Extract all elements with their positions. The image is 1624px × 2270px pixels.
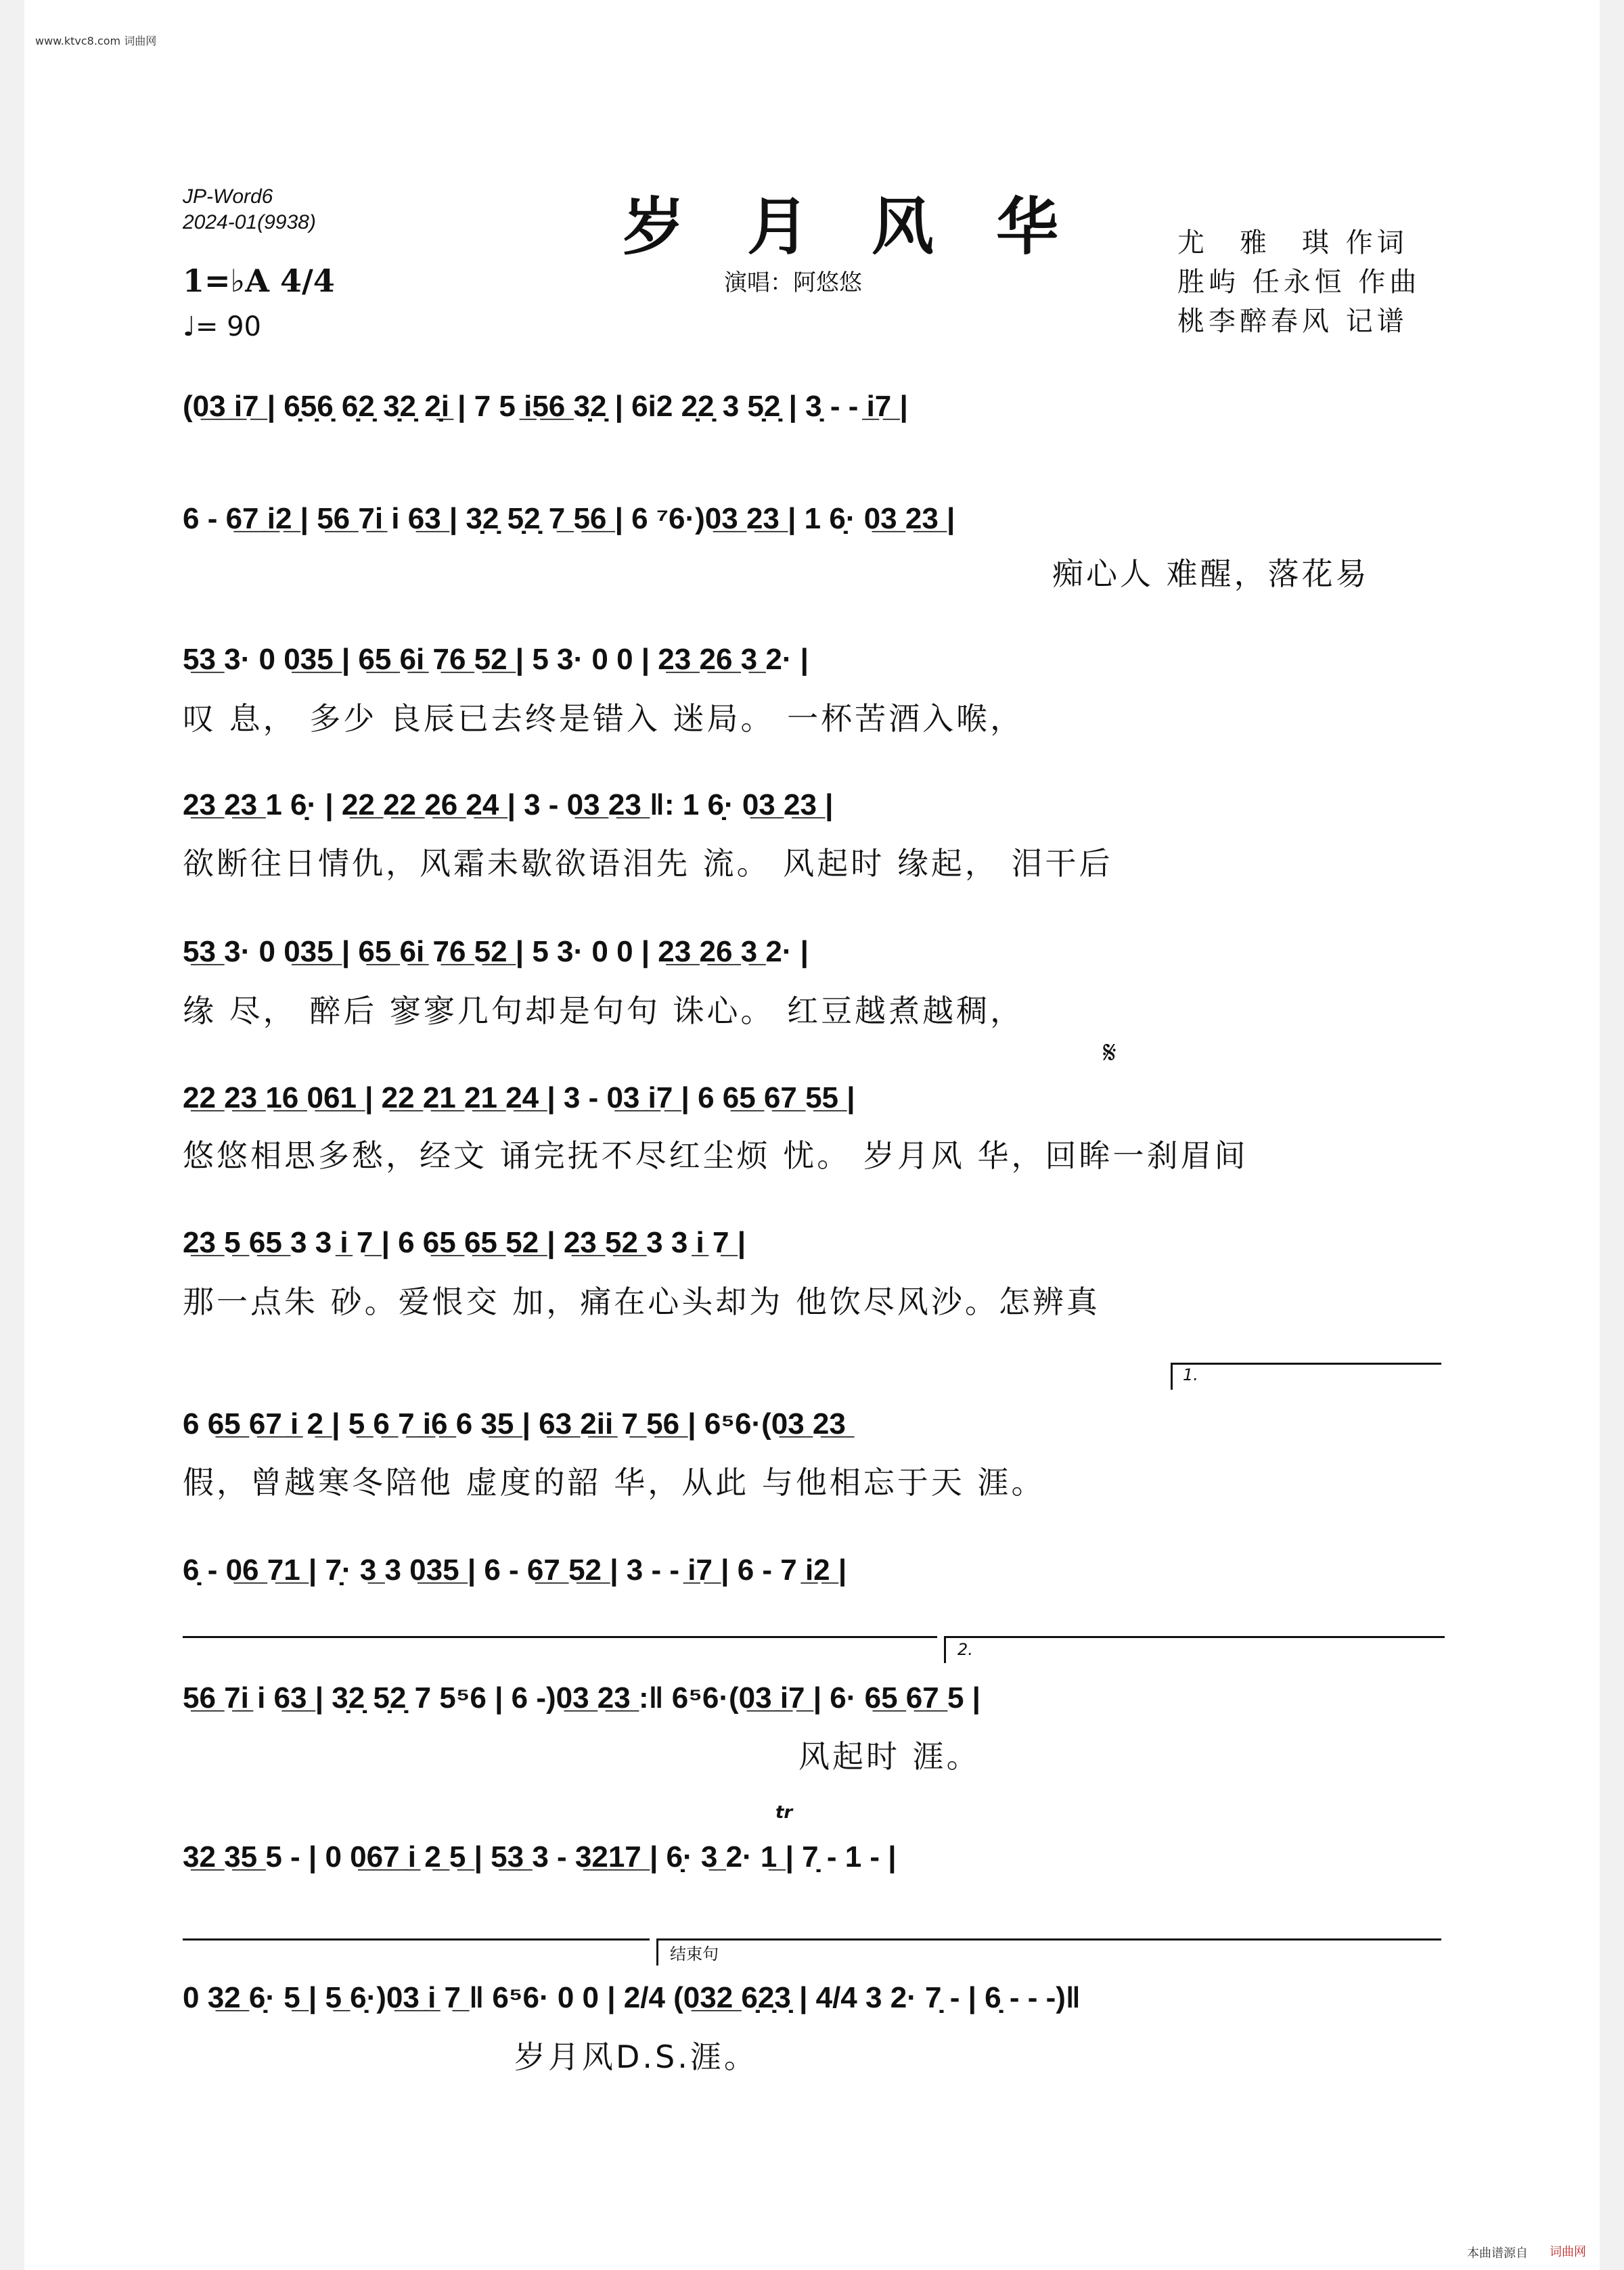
score-line-8: 6 6̲5̲ 6̲7̲ i̲ 2̲ | 5̲ 6̲ 7̲ i̲6̲ 6 3̲5̲ | 6̲3̲ 2̲i̲i̲ 7̲ 5̲6̲ | 6⁵6·(0̲3̲ 2̲3̲: [183, 1407, 846, 1440]
singer: 演唱：阿悠悠: [724, 269, 862, 296]
coda-start: [656, 1938, 658, 1966]
volta-1-label: 1.: [1183, 1365, 1198, 1384]
right-border: [1600, 0, 1624, 2270]
footer-source: 本曲谱源自: [1467, 2246, 1528, 2261]
left-border: [0, 0, 24, 2270]
score-line-11: 3̲2̲ 3̲5̲ 5 - | 0 0̲6̲7̲ i̲ 2̲ 5̲ | 5̲3̲ 3 - 3̲2̲1̲7̲ | 6̣· 3̲ 2· 1̲ | 7̣ - 1 - |: [183, 1840, 897, 1874]
repeat-line: [183, 1938, 650, 1940]
volta-1-line: [1171, 1363, 1441, 1365]
volta-1-continuation: [183, 1636, 937, 1638]
score-line-3: 5̲3̲ 3· 0 0̲3̲5̲ | 6̲5̲ 6̲i̲ 7̲6̲ 5̲2̲ | 5 3· 0 0 | 2̲3̲ 2̲6̲ 3̲ 2· |: [183, 643, 809, 676]
footer-logo: 词曲网: [1550, 2245, 1586, 2259]
lyric-line-6: 那一点朱 砂。爱恨交 加，痛在心头却为 他饮尽风沙。怎辨真: [183, 1284, 1100, 1320]
site-header: www.ktvc8.com 词曲网: [35, 35, 157, 47]
score-line-7: 2̲3̲ 5̲ 6̲5̲ 3 3 i̲ 7̲ | 6 6̲5̲ 6̲5̲ 5̲2̲ | 2̲3̲ 5̲2̲ 3 3 i̲ 7̲ |: [183, 1226, 746, 1259]
version: JP-Word6: [183, 185, 273, 208]
score-line-12: 0 3̲2̲ 6̣· 5̲ | 5̲ 6̣·)0̲3̲ i̲ 7̲ ‖ 6⁵6· 0 0 | 2/4 (0̲3̲2̲ 6̣2̣3̣ | 4/4 3 2· 7̣ - | 6̣ - - -)‖: [183, 1981, 1081, 2014]
date-code: 2024-01(9938): [183, 211, 316, 233]
coda-label: 结束句: [670, 1945, 719, 1963]
lyric-line-8: 风起时 涯。: [798, 1738, 980, 1775]
page-title: 岁 月 风 华: [623, 190, 1079, 263]
lyric-line-7: 假，曾越寒冬陪他 虚度的韶 华，从此 与他相忘于天 涯。: [183, 1464, 1045, 1501]
score-line-4: 2̲3̲ 2̲3̲ 1 6̣· | 2̲2̲ 2̲2̲ 2̲6̲ 2̲4̲ | 3 - 0̲3̲ 2̲3̲ ‖: 1 6̣· 0̲3̲ 2̲3̲ |: [183, 788, 834, 821]
lyric-line-4: 缘 尽， 醉后 寥寥几句却是句句 诛心。 红豆越煮越稠，: [183, 993, 1024, 1029]
lyric-line-5: 悠悠相思多愁，经文 诵完抚不尽红尘烦 忧。 岁月风 华，回眸一刹眉间: [183, 1137, 1248, 1174]
transcriber: 桃李醉春风 记谱: [1177, 306, 1408, 337]
score-line-5: 5̲3̲ 3· 0 0̲3̲5̲ | 6̲5̲ 6̲i̲ 7̲6̲ 5̲2̲ | 5 3· 0 0 | 2̲3̲ 2̲6̲ 3̲ 2· |: [183, 935, 809, 968]
segno-mark: 𝄋: [1103, 1034, 1116, 1070]
lyric-line-9: 岁月风D.S.涯。: [514, 2039, 758, 2075]
trill-mark: tr: [775, 1802, 793, 1823]
score-line-2: 6 - 6̲7̲ i̲2̲ | 5̲6̲ 7̲i̲ i 6̲3̲ | 3̣2̣ 5̣2̣ 7̲ 5̲6̲ | 6 ⁷6·)0̲3̲ 2̲3̲ | 1 6̣· 0̲3̲ 2̲3̲ |: [183, 502, 955, 535]
coda-line: [656, 1938, 1441, 1940]
volta-2-start: [944, 1636, 946, 1663]
volta-2-label: 2.: [957, 1640, 973, 1659]
credits: [1177, 223, 1420, 341]
score-line-9: 6̣ - 0̲6̲ 7̲1̲ | 7̣· 3̲ 3 0̲3̲5̲ | 6 - 6̲7̲ 5̲2̲ | 3 - - i̲7̲ | 6 - 7 i̲2̲ |: [183, 1553, 847, 1587]
volta-2-line: [944, 1636, 1445, 1638]
tempo: ♩= 90: [183, 311, 261, 342]
composer: 胜屿 任永恒 作曲: [1177, 267, 1421, 298]
volta-1-start: [1171, 1363, 1173, 1390]
score-line-1: (0̲3̲ i̲7̲ | 6̣5̣6̣ 6̣2̣ 3̣2̣ 2̣i̲ | 7 5 i̲5̲6̲ 3̣2̣ | 6i2 2̣2̣ 3 5̣2̣ | 3̣ - - i̲7̲ |: [183, 390, 908, 423]
score-line-10: 5̲6̲ 7̲i̲ i 6̲3̲ | 3̣2̣ 5̣2̣ 7 5⁵6 | 6 -)0̲3̲ 2̲3̲ :‖ 6⁵6·(0̲3̲ i̲7̲ | 6· 6̲5̲ 6̲7̲ 5 |: [183, 1681, 980, 1715]
score-meta: [183, 184, 316, 235]
key-signature: 1=♭A 4/4: [183, 263, 335, 299]
lyric-line-3: 欲断往日情仇，风霜未歇欲语泪先 流。 风起时 缘起， 泪干后: [183, 845, 1113, 882]
lyricist: 尤 雅 琪 作词: [1177, 227, 1408, 258]
lyric-line-2: 叹 息， 多少 良辰已去终是错入 迷局。 一杯苦酒入喉，: [183, 700, 1024, 737]
lyric-line-1: 痴心人 难醒，落花易: [1052, 555, 1370, 592]
score-line-6: 2̲2̲ 2̲3̲ 1̲6̲ 0̲6̲1̲ | 2̲2̲ 2̲1̲ 2̲1̲ 2̲4̲ | 3 - 0̲3̲ i̲7̲ | 6 6̲5̲ 6̲7̲ 5̲5̲ |: [183, 1081, 855, 1114]
